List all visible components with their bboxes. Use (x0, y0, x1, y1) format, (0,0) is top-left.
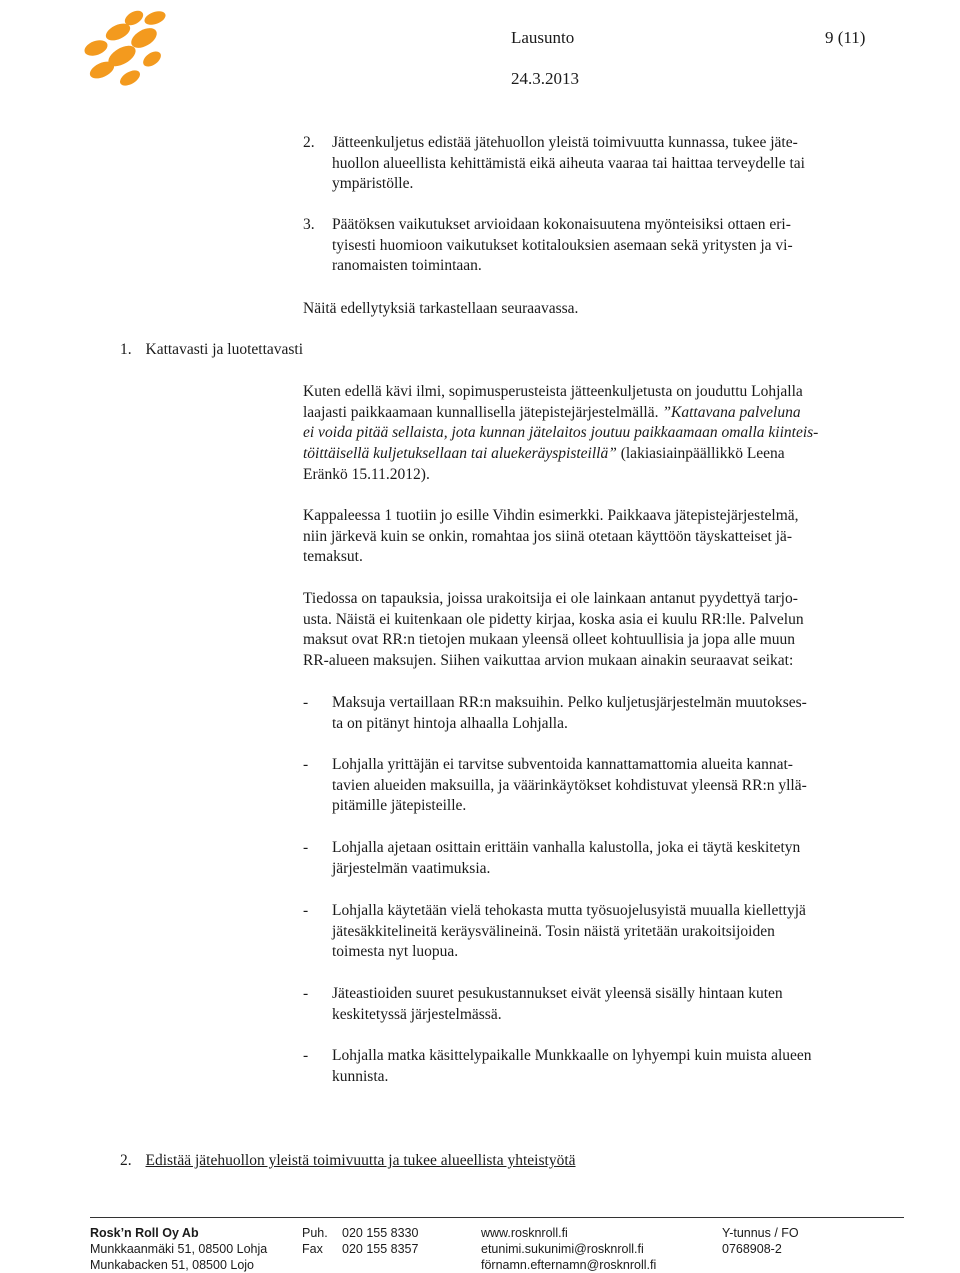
item-number: 3. (303, 216, 315, 233)
numbered-item (303, 215, 913, 277)
bullet-dash: - (303, 985, 309, 1002)
text-line: temaksut. (303, 548, 363, 566)
text-line: Kuten edellä kävi ilmi, sopimusperusteista jätteenkuljetusta on jouduttu Lohjalla (303, 383, 803, 400)
address-sv: Munkabacken 51, 08500 Lojo (90, 1258, 255, 1272)
text-line: Lohjalla käytetään vielä tehokasta mutta työsuojelusyistä muualla kiellettyjä (332, 902, 806, 919)
bullet-item (303, 901, 913, 963)
company-logo (78, 4, 174, 90)
bullet-dash: - (303, 694, 309, 711)
email-link[interactable]: etunimi.sukunimi@rosknroll.fi (481, 1242, 644, 1256)
text-line: töittäisellä kuljetuksellaan tai aluekeräyspisteillä” (lakiasiainpäällikkö Leena (303, 445, 785, 463)
text-line: laajasti paikkaamaan kunnallisella jätepistejärjestelmällä. ”Kattavana palveluna (303, 403, 801, 421)
bullet-dash: - (303, 902, 309, 919)
text-line: Maksuja vertaillaan RR:n maksuihin. Pelko kuljetusjärjestelmän muutokses- (332, 694, 807, 711)
bullet-text (332, 755, 913, 817)
text-line: niin järkevä kuin se onkin, romahtaa jos siinä otetaan käyttöön täyskatteiset jä- (303, 527, 792, 545)
text-line: kunnista. (332, 1067, 389, 1085)
quote-text: ”Kattavana palveluna (662, 403, 801, 421)
text-line: ympäristölle. (332, 175, 414, 193)
business-id: 0768908-2 (722, 1242, 782, 1256)
text-line: tavien alueiden maksuilla, ja väärinkäytökset kohdistuvat yleensä RR:n yllä- (332, 776, 807, 794)
paragraph (303, 506, 913, 568)
text-line: ranomaisten toimintaan. (332, 257, 482, 275)
document-type: Lausunto (511, 28, 575, 47)
text-line: keskitetyssä järjestelmässä. (332, 1005, 502, 1023)
text-line: Päätöksen vaikutukset arvioidaan kokonaisuutena myönteisiksi ottaen eri- (332, 216, 791, 233)
item-number: 2. (303, 134, 315, 151)
bullet-text (332, 693, 913, 734)
phone-label: Puh. (302, 1226, 328, 1240)
bullet-item (303, 693, 913, 735)
text-line: Lohjalla yrittäjän ei tarvitse subventoida kannattamattomia alueita kannat- (332, 756, 793, 773)
text-line: pitämille jätepisteille. (332, 797, 467, 815)
section-title: Kattavasti ja luotettavasti (145, 341, 304, 358)
bullet-text (332, 984, 913, 1025)
business-id-label: Y-tunnus / FO (722, 1226, 799, 1240)
bullet-text (332, 1046, 913, 1087)
text-line: Lohjalla ajetaan osittain erittäin vanhalla kalustolla, joka ei täytä keskitetyn (332, 839, 801, 856)
item-text (332, 133, 913, 195)
company-name: Rosk’n Roll Oy Ab (90, 1226, 199, 1240)
quote-text: töittäisellä kuljetuksellaan tai aluekeräyspisteillä” (303, 445, 617, 463)
text-line: toimesta nyt luopua. (332, 943, 459, 961)
item-text (332, 215, 913, 277)
text-line: maksut ovat RR:n tietojen mukaan yleensä olleet kohtuullisia ja jopa alle muun (303, 631, 796, 649)
paragraph (303, 589, 913, 672)
section-number: 2. (120, 1152, 132, 1169)
text-line: tyisesti huomioon vaikutukset kotitalouksien asemaan sekä yritysten ja vi- (332, 236, 793, 254)
bullet-text (332, 901, 913, 963)
numbered-item (303, 133, 913, 195)
footer-divider (90, 1217, 904, 1218)
quote-text: ei voida pitää sellaista, jota kunnan jätelaitos joutuu paikkaamaan omalla kiinteis- (303, 424, 819, 442)
bullet-dash: - (303, 1047, 309, 1064)
section-heading (120, 1151, 576, 1172)
text-line: jätesäkkitelineitä keräysvälineinä. Tosin näistä yritetään urakoitsijoiden (332, 922, 775, 940)
text-line: usta. Näistä ei kuitenkaan ole pidetty kirjaa, koska asia ei kuulu RR:lle. Palvelun (303, 610, 804, 628)
text-line: Jätteenkuljetus edistää jätehuollon yleistä toimivuutta kunnassa, tukee jäte- (332, 134, 798, 151)
section-title: Edistää jätehuollon yleistä toimivuutta ja tukee alueellista yhteistyötä (145, 1152, 576, 1169)
document-date: 24.3.2013 (511, 69, 579, 88)
footer-business-id (722, 1225, 799, 1257)
text-line: ta on pitänyt hintoja alhaalla Lohjalla. (332, 714, 568, 732)
paragraph (303, 382, 913, 486)
text-line: Lohjalla matka käsittelypaikalle Munkkaalle on lyhyempi kuin muista alueen (332, 1047, 812, 1064)
page-number: 9 (11) (825, 28, 866, 47)
website-link[interactable]: www.rosknroll.fi (481, 1226, 568, 1240)
text-line: huollon alueellista kehittämistä eikä aiheuta vaaraa tai haittaa terveydelle tai (332, 154, 805, 172)
bullet-dash: - (303, 839, 309, 856)
text-line: Jäteastioiden suuret pesukustannukset eivät yleensä sisälly hintaan kuten (332, 985, 783, 1002)
section-heading (120, 340, 303, 361)
bullet-item (303, 1046, 913, 1088)
fax-label: Fax (302, 1242, 323, 1256)
bullet-item (303, 838, 913, 880)
intro-text: Näitä edellytyksiä tarkastellaan seuraavassa. (303, 300, 579, 317)
text-line: Tiedossa on tapauksia, joissa urakoitsija ei ole lainkaan antanut pyydettyä tarjo- (303, 590, 798, 607)
phone-number: 020 155 8330 (342, 1226, 419, 1240)
bullet-item (303, 755, 913, 817)
fax-number: 020 155 8357 (342, 1242, 419, 1256)
footer-phone (302, 1225, 418, 1257)
address-fi: Munkkaanmäki 51, 08500 Lohja (90, 1242, 268, 1256)
text-line: RR-alueen maksujen. Siihen vaikuttaa arvion mukaan ainakin seuraavat seikat: (303, 652, 794, 670)
text-line: Kappaleessa 1 tuotiin jo esille Vihdin esimerkki. Paikkaava jätepistejärjestelmä, (303, 507, 799, 524)
bullet-item (303, 984, 913, 1026)
orange-petal-logo-icon (78, 4, 174, 90)
section-number: 1. (120, 341, 132, 358)
text-line: järjestelmän vaatimuksia. (332, 859, 491, 877)
text-line: Eränkö 15.11.2012). (303, 465, 430, 483)
bullet-dash: - (303, 756, 309, 773)
bullet-text (332, 838, 913, 879)
footer-contacts (481, 1225, 656, 1273)
footer-company (90, 1225, 267, 1273)
email-link-sv[interactable]: förnamn.efternamn@rosknroll.fi (481, 1258, 657, 1272)
text-line (303, 423, 913, 444)
